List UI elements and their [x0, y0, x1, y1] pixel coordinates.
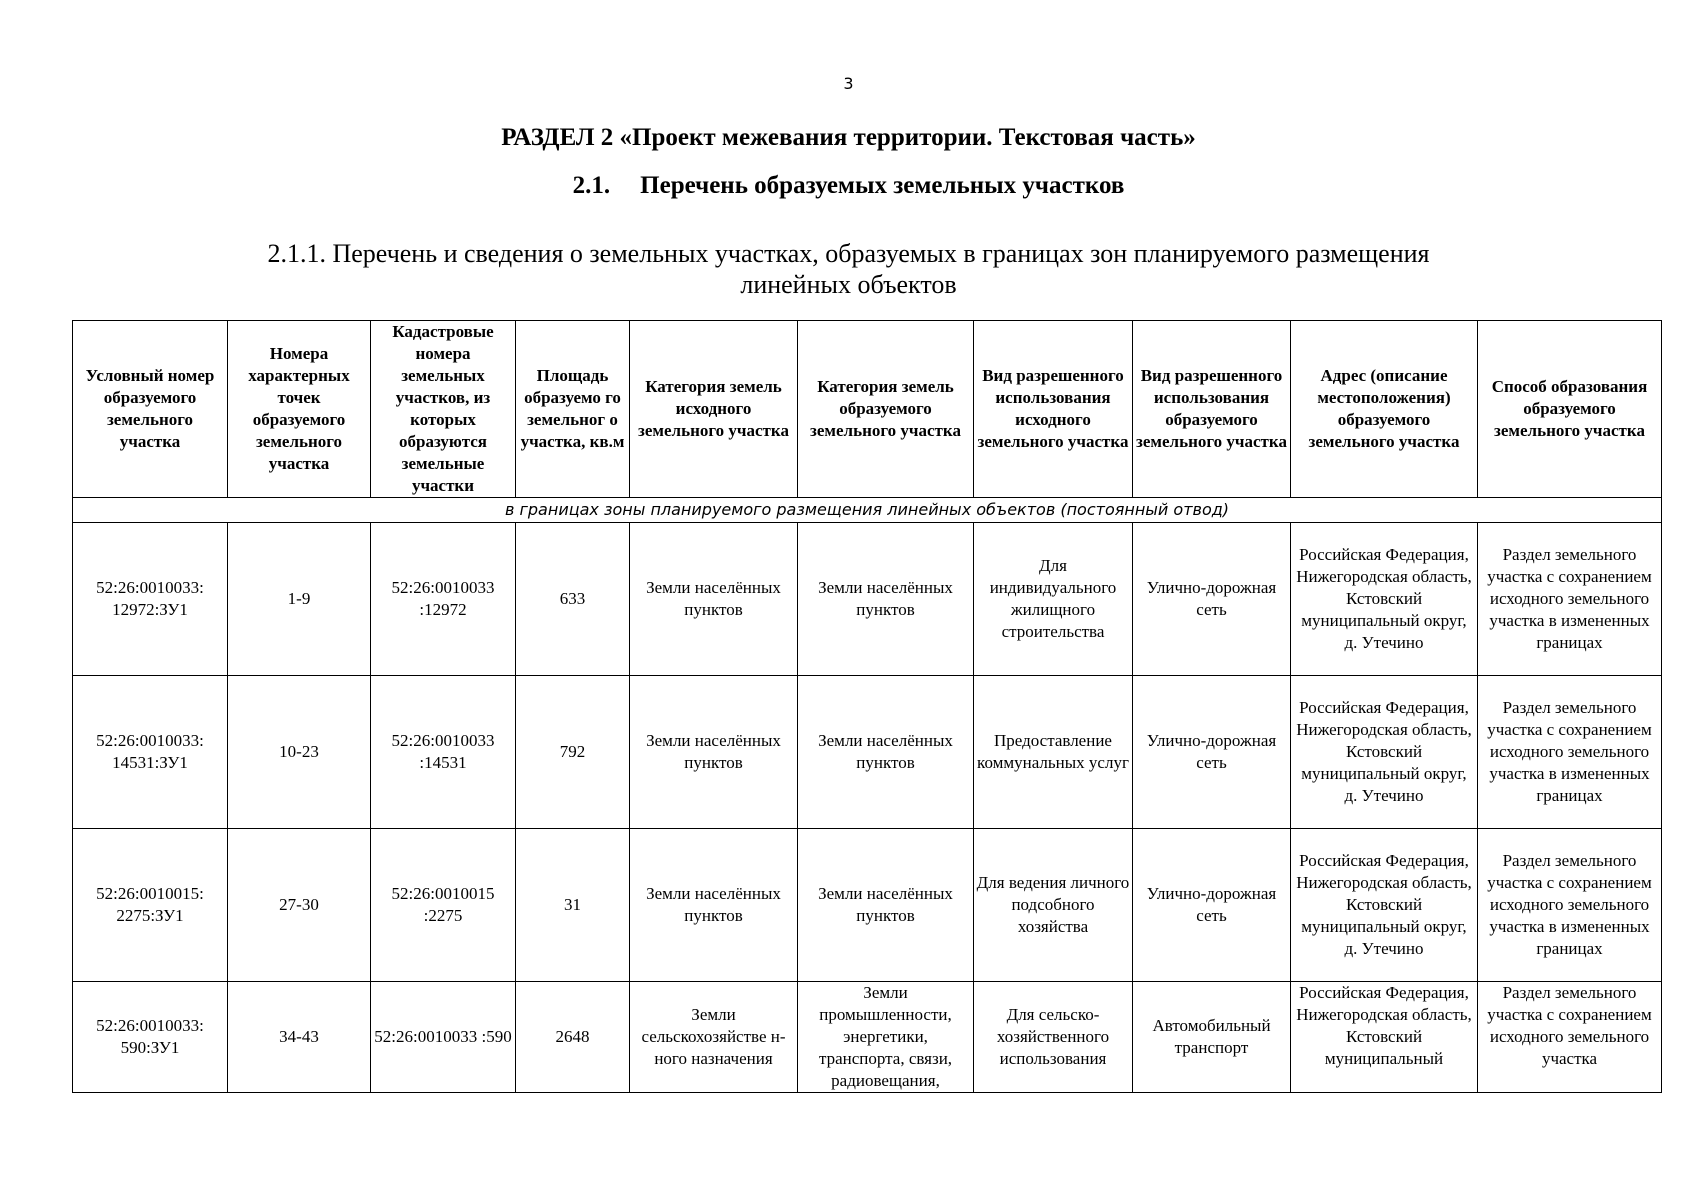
- table-row: [73, 676, 1662, 829]
- address-text: Российская Федерация, Нижегородская область, Кстовский муниципальный округ, д. Утечино: [1296, 698, 1472, 805]
- cell-use-source: Для ведения личного подсобного хозяйства: [974, 829, 1133, 982]
- cell-area: 633: [516, 523, 630, 676]
- table-header-row: [73, 321, 1662, 498]
- cell-category-source: Земли населённых пунктов: [630, 676, 798, 829]
- cell-address: [1291, 676, 1478, 829]
- cell-points: 34-43: [228, 982, 371, 1093]
- cell-method: [1478, 523, 1662, 676]
- header-cell: Номера характерных точек образуемого земельного участка: [228, 321, 371, 498]
- cell-address: [1291, 982, 1478, 1093]
- subsection-title-text: Перечень образуемых земельных участков: [640, 172, 1125, 199]
- table-row: [73, 982, 1662, 1093]
- page-number: 3: [843, 74, 854, 93]
- cell-category-source: Земли населённых пунктов: [630, 829, 798, 982]
- header-cell: Адрес (описание местоположения) образуемого земельного участка: [1291, 321, 1478, 498]
- cell-use-new: Улично-дорожная сеть: [1133, 676, 1291, 829]
- method-text: Раздел земельного участка с сохранением исходного земельного участка в измененных границах: [1487, 851, 1652, 958]
- cell-category-new: Земли населённых пунктов: [798, 676, 974, 829]
- header-cell: Площадь образуемо го земельног о участка, кв.м: [516, 321, 630, 498]
- header-cell: Вид разрешенного использования образуемого земельного участка: [1133, 321, 1291, 498]
- cell-use-new: Улично-дорожная сеть: [1133, 829, 1291, 982]
- method-text: Раздел земельного участка с сохранением исходного земельного участка в измененных границах: [1487, 698, 1652, 805]
- cell-method: [1478, 982, 1662, 1093]
- subsection-number: 2.1.: [572, 172, 611, 199]
- cell-points: 10-23: [228, 676, 371, 829]
- cell-address: [1291, 523, 1478, 676]
- cell-address: [1291, 829, 1478, 982]
- cell-use-new: Автомобильный транспорт: [1133, 982, 1291, 1093]
- cell-use-source: Для индивидуального жилищного строительства: [974, 523, 1133, 676]
- cell-category-new: [798, 982, 974, 1093]
- header-cell: Условный номер образуемого земельного участка: [73, 321, 228, 498]
- category-new-text: Земли промышленности, энергетики, транспорта, связи, радиовещания,: [818, 983, 953, 1090]
- cell-method: [1478, 829, 1662, 982]
- cell-category-new: Земли населённых пунктов: [798, 523, 974, 676]
- cell-cadastral: 52:26:0010015 :2275: [371, 829, 516, 982]
- cell-use-new: Улично-дорожная сеть: [1133, 523, 1291, 676]
- address-text: Российская Федерация, Нижегородская область, Кстовский муниципальный округ, д. Утечино: [1296, 545, 1472, 652]
- method-text: Раздел земельного участка с сохранением исходного земельного участка: [1487, 983, 1652, 1068]
- cell-area: 2648: [516, 982, 630, 1093]
- cell-parcel-id: 52:26:0010033: 14531:ЗУ1: [73, 676, 228, 829]
- cell-area: 31: [516, 829, 630, 982]
- cell-category-new: Земли населённых пунктов: [798, 829, 974, 982]
- method-text: Раздел земельного участка с сохранением исходного земельного участка в измененных границах: [1487, 545, 1652, 652]
- header-cell: Категория земель образуемого земельного участка: [798, 321, 974, 498]
- address-text: Российская Федерация, Нижегородская область, Кстовский муниципальный округ, д. Утечино: [1296, 851, 1472, 958]
- cell-category-source: Земли сельскохозяйстве н-ного назначения: [630, 982, 798, 1093]
- group-row: [73, 498, 1662, 523]
- cell-points: 27-30: [228, 829, 371, 982]
- parcels-table: [72, 320, 1662, 1093]
- header-cell: Кадастровые номера земельных участков, из которых образуются земельные участки: [371, 321, 516, 498]
- subsection-title: [0, 172, 1697, 200]
- sub-subsection-title-line2: линейных объектов: [740, 270, 957, 299]
- sub-subsection-title: [200, 238, 1497, 300]
- header-cell: Способ образования образуемого земельного участка: [1478, 321, 1662, 498]
- cell-method: [1478, 676, 1662, 829]
- cell-use-source: Для сельско-хозяйственного использования: [974, 982, 1133, 1093]
- cell-points: 1-9: [228, 523, 371, 676]
- address-text: Российская Федерация, Нижегородская область, Кстовский муниципальный: [1296, 983, 1472, 1068]
- cell-use-source: Предоставление коммунальных услуг: [974, 676, 1133, 829]
- table-row: [73, 523, 1662, 676]
- cell-cadastral: 52:26:0010033 :590: [371, 982, 516, 1093]
- cell-cadastral: 52:26:0010033 :12972: [371, 523, 516, 676]
- cell-area: 792: [516, 676, 630, 829]
- section-title: РАЗДЕЛ 2 «Проект межевания территории. Текстовая часть»: [501, 124, 1196, 151]
- cell-category-source: Земли населённых пунктов: [630, 523, 798, 676]
- table-row: [73, 829, 1662, 982]
- group-label: в границах зоны планируемого размещения линейных объектов (постоянный отвод): [73, 498, 1662, 523]
- cell-parcel-id: 52:26:0010015: 2275:ЗУ1: [73, 829, 228, 982]
- cell-cadastral: 52:26:0010033 :14531: [371, 676, 516, 829]
- header-cell: Вид разрешенного использования исходного земельного участка: [974, 321, 1133, 498]
- cell-parcel-id: 52:26:0010033: 12972:ЗУ1: [73, 523, 228, 676]
- header-cell: Категория земель исходного земельного участка: [630, 321, 798, 498]
- sub-subsection-title-line1: 2.1.1. Перечень и сведения о земельных участках, образуемых в границах зон планируемого размещения: [267, 239, 1430, 268]
- cell-parcel-id: 52:26:0010033: 590:ЗУ1: [73, 982, 228, 1093]
